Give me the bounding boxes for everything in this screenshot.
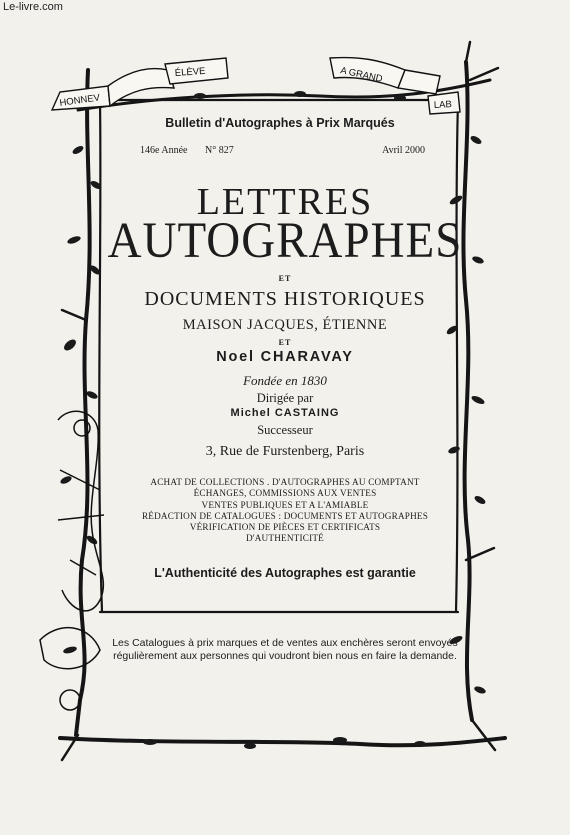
issue-number: N° 827 (205, 145, 234, 156)
watermark: Le-livre.com (3, 1, 63, 13)
service-line: D'AUTHENTICITÉ (246, 533, 324, 544)
services-list (0, 477, 570, 545)
ribbon-word-3: A GRAND (339, 65, 384, 85)
maison-line: MAISON JACQUES, ÉTIENNE (182, 317, 388, 333)
noel-charavay: Noel CHARAVAY (216, 349, 354, 365)
footer-notice: Les Catalogues à prix marques et de ventes aux enchères seront envoyés régulièrement aux personnes qui voudront bien nous en faire la demande. (112, 637, 458, 662)
ribbon-word-4: LAB (433, 99, 453, 111)
service-line: ÉCHANGES, COMMISSIONS AUX VENTES (193, 488, 377, 499)
service-line: VÉRIFICATION DE PIÈCES ET CERTIFICATS (189, 522, 381, 533)
ribbon-word-1: HONNEV (58, 92, 101, 109)
title-autographes: AUTOGRAPHES (107, 212, 463, 270)
director-name: Michel CASTAING (230, 407, 340, 419)
et-conjunction-1: ET (278, 274, 292, 283)
issue-date: Avril 2000 (382, 145, 425, 156)
title-lettres: LETTRES (196, 181, 374, 223)
service-line: RÉDACTION DE CATALOGUES : DOCUMENTS ET AUTOGRAPHES (141, 510, 429, 521)
et-conjunction-2: ET (278, 338, 292, 347)
bulletin-heading: Bulletin d'Autographes à Prix Marqués (165, 116, 395, 130)
successor-line: Successeur (257, 423, 313, 437)
title-documents-historiques: DOCUMENTS HISTORIQUES (144, 288, 426, 310)
directed-by-line: Dirigée par (256, 391, 314, 405)
founded-line: Fondée en 1830 (243, 373, 327, 388)
ribbon-word-2: ÉLÈVE (174, 65, 206, 79)
issue-row (140, 145, 425, 159)
service-line: VENTES PUBLIQUES ET A L'AMIABLE (201, 499, 369, 510)
issue-year: 146e Année (140, 145, 188, 156)
address-line: 3, Rue de Furstenberg, Paris (205, 444, 365, 459)
authenticity-guarantee: L'Authenticité des Autographes est garantie (154, 566, 416, 580)
service-line: ACHAT DE COLLECTIONS . D'AUTOGRAPHES AU COMPTANT (150, 477, 420, 487)
